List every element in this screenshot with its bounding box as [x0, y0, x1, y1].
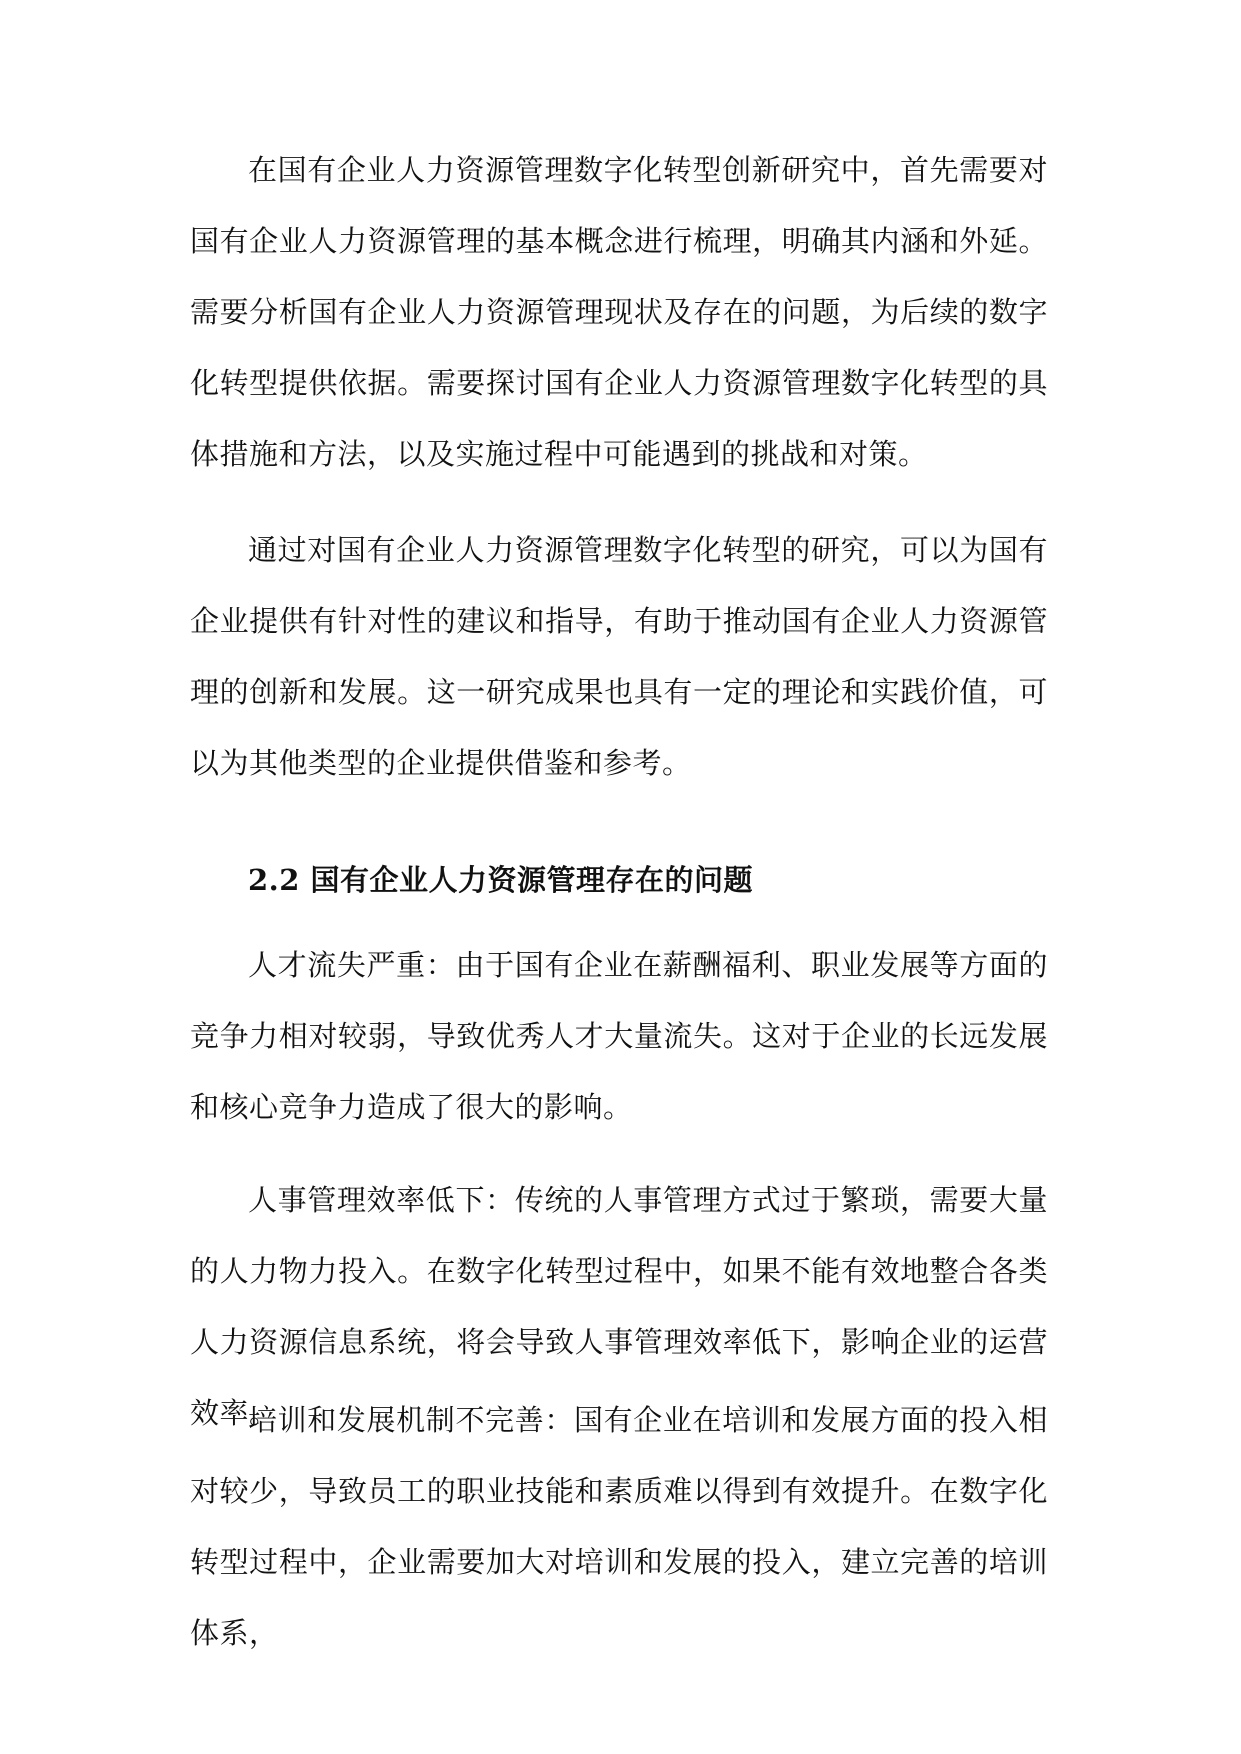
- problem-paragraph-talent-loss: 人才流失严重：由于国有企业在薪酬福利、职业发展等方面的竞争力相对较弱，导致优秀人才大量流失。这对于企业的长远发展和核心竞争力造成了很大的影响。: [190, 948, 1048, 1124]
- problem-paragraph-hr-efficiency: 人事管理效率低下：传统的人事管理方式过于繁琐，需要大量的人力物力投入。在数字化转型过程中，如果不能有效地整合各类人力资源信息系统，将会导致人事管理效率低下，影响企业的运营效率。: [190, 1183, 1048, 1430]
- problem-paragraph-training: 培训和发展机制不完善：国有企业在培训和发展方面的投入相对较少，导致员工的职业技能和素质难以得到有效提升。在数字化转型过程中，企业需要加大对培训和发展的投入，建立完善的培训体系，: [190, 1403, 1048, 1650]
- body-paragraph-intro: 在国有企业人力资源管理数字化转型创新研究中，首先需要对国有企业人力资源管理的基本概念进行梳理，明确其内涵和外延。需要分析国有企业人力资源管理现状及存在的问题，为后续的数字化转型提供依据。需要探讨国有企业人力资源管理数字化转型的具体措施和方法，以及实施过程中可能遇到的挑战和对策。: [190, 153, 1048, 471]
- section-heading: 2.2 国有企业人力资源管理存在的问题: [248, 863, 754, 897]
- body-paragraph-value: 通过对国有企业人力资源管理数字化转型的研究，可以为国有企业提供有针对性的建议和指导，有助于推动国有企业人力资源管理的创新和发展。这一研究成果也具有一定的理论和实践价值，可以为其他类型的企业提供借鉴和参考。: [190, 533, 1048, 780]
